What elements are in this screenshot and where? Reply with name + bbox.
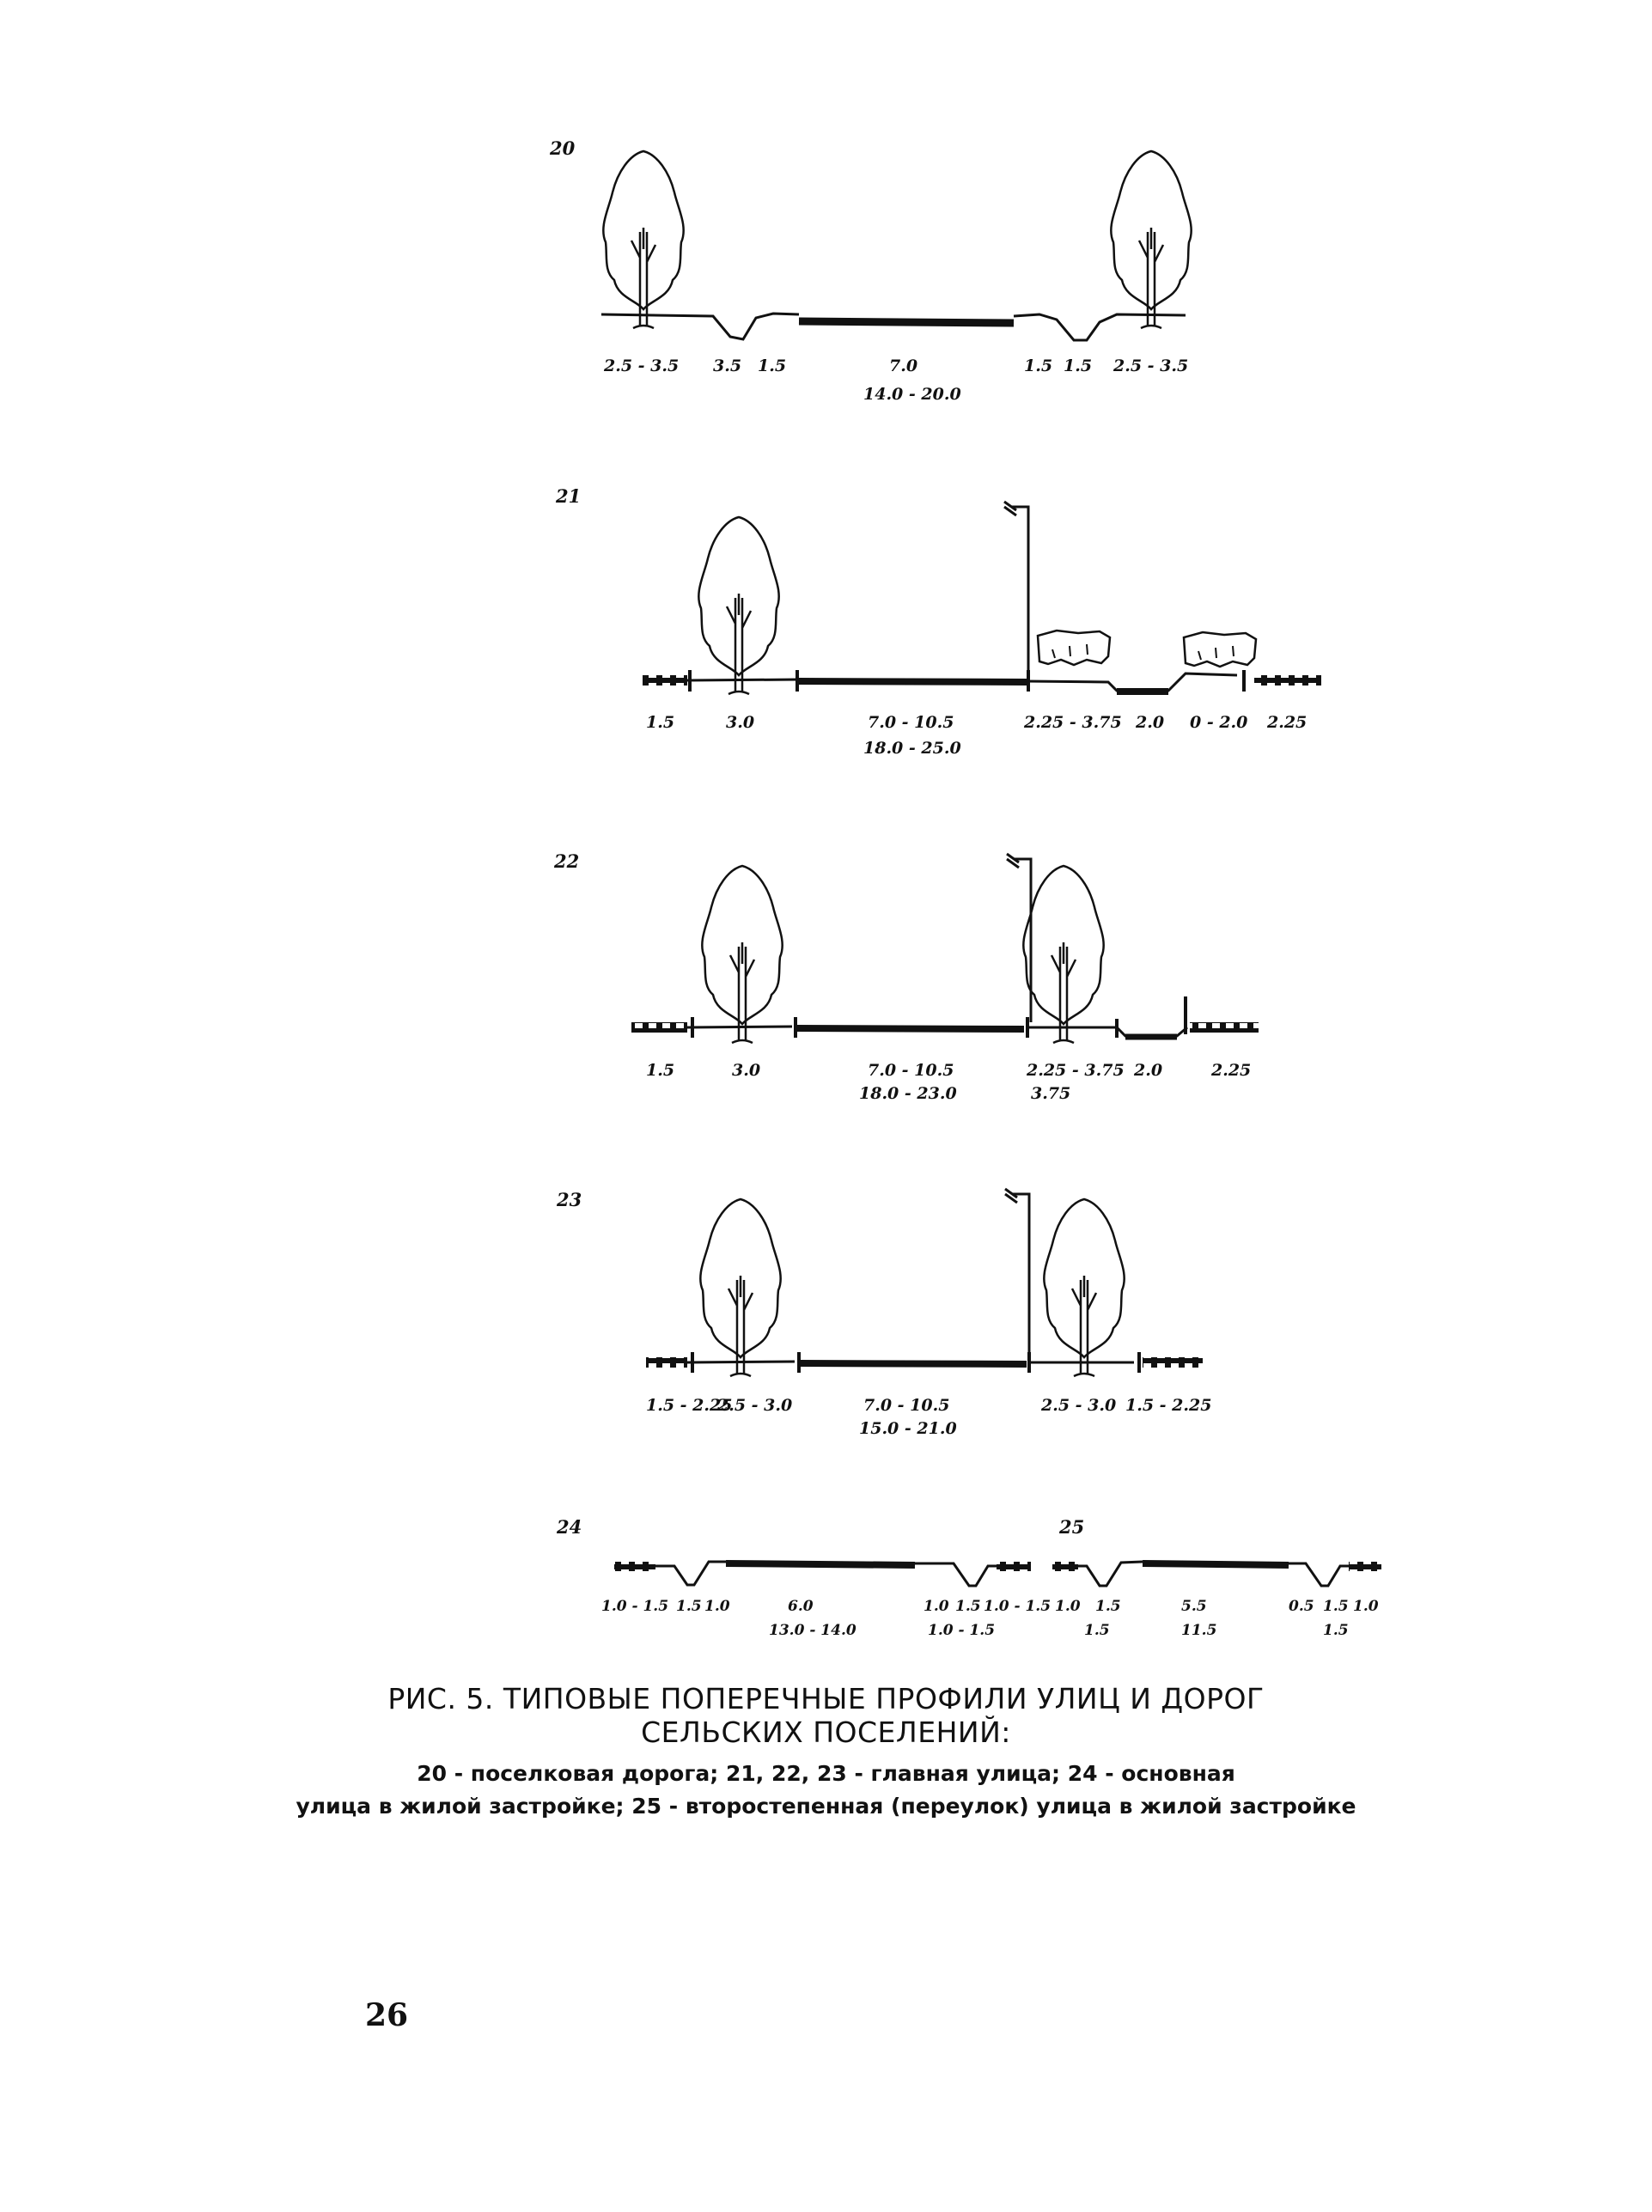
dimension-label: 1.5 (1323, 1598, 1349, 1615)
dimension-label: 1.5 (646, 713, 675, 732)
dimension-label: 1.0 (1055, 1598, 1081, 1615)
dimension-label: 2.5 - 3.0 (1041, 1396, 1117, 1415)
dimension-label: 2.25 (1267, 713, 1308, 732)
dimension-label: 1.5 (1095, 1598, 1121, 1615)
dimension-total: 18.0 - 25.0 (863, 739, 961, 758)
profile-number: 24 (557, 1516, 582, 1538)
dimension-label: 2.5 - 3.5 (604, 356, 680, 375)
dimension-total: 13.0 - 14.0 (769, 1622, 856, 1639)
dimension-label: 6.0 (788, 1598, 814, 1615)
dimension-label: 1.5 (955, 1598, 981, 1615)
dimension-label: 2.25 - 3.75 (1027, 1061, 1125, 1080)
dimension-label: 2.0 (1134, 1061, 1163, 1080)
dimension-label: 1.5 - 2.25 (1125, 1396, 1212, 1415)
profile-number: 20 (550, 137, 576, 159)
dimension-label: 2.5 - 3.5 (1113, 356, 1189, 375)
dimension-total: 14.0 - 20.0 (863, 385, 961, 404)
dimension-total: 15.0 - 21.0 (859, 1419, 957, 1438)
figure-caption-legend-line: улица в жилой застройке; 25 - второстепенная (переулок) улица в жилой застройке (296, 1794, 1356, 1819)
dimension-label: 1.5 (758, 356, 787, 375)
dimension-label: 2.0 (1136, 713, 1165, 732)
dimension-label: 7.0 (889, 356, 918, 375)
profile-20-drawing (601, 151, 1192, 340)
dimension-label: 1.5 (676, 1598, 702, 1615)
dimension-label: 5.5 (1181, 1598, 1207, 1615)
dimension-label: 1.5 - 2.25 (646, 1396, 733, 1415)
profile-number: 23 (557, 1189, 582, 1210)
page-number: 26 (365, 1997, 409, 2033)
profile-number: 25 (1059, 1516, 1085, 1538)
profile-23-drawing (646, 1189, 1203, 1376)
figure-caption-subtitle: СЕЛЬСКИХ ПОСЕЛЕНИЙ: (641, 1715, 1011, 1749)
dimension-label: 1.0 (924, 1598, 949, 1615)
dimension-label: 1.5 (1064, 356, 1093, 375)
dimension-label: 3.5 (713, 356, 742, 375)
profile-21-drawing (643, 502, 1321, 694)
dimension-total: 18.0 - 23.0 (859, 1084, 957, 1103)
dimension-label: 1.0 - 1.5 (984, 1598, 1052, 1615)
dimension-label: 7.0 - 10.5 (868, 713, 954, 732)
profile-25-drawing (1052, 1562, 1381, 1586)
dimension-total: 11.5 (1181, 1622, 1217, 1639)
figure-caption-legend-line: 20 - поселковая дорога; 21, 22, 23 - главная улица; 24 - основная (417, 1761, 1235, 1786)
dimension-label: 3.0 (726, 713, 755, 732)
dimension-label: 3.75 (1031, 1084, 1071, 1103)
dimension-label: 1.0 - 1.5 (601, 1598, 669, 1615)
dimension-label: 1.5 (1323, 1622, 1349, 1639)
dimension-label: 7.0 - 10.5 (868, 1061, 954, 1080)
dimension-label: 2.25 - 3.75 (1024, 713, 1122, 732)
dimension-label: 0.5 (1289, 1598, 1314, 1615)
dimension-label: 1.0 (1353, 1598, 1379, 1615)
profile-24-drawing (614, 1562, 1031, 1586)
dimension-label: 1.5 (646, 1061, 675, 1080)
dimension-label: 2.5 - 3.0 (717, 1396, 793, 1415)
dimension-label: 0 - 2.0 (1190, 713, 1248, 732)
profile-22-drawing (631, 854, 1259, 1043)
dimension-label: 7.0 - 10.5 (863, 1396, 950, 1415)
dimension-label: 1.0 - 1.5 (928, 1622, 996, 1639)
dimension-label: 2.25 (1211, 1061, 1252, 1080)
dimension-label: 1.5 (1024, 356, 1053, 375)
dimension-label: 1.0 (704, 1598, 730, 1615)
dimension-label: 1.5 (1084, 1622, 1110, 1639)
profile-number: 22 (554, 850, 580, 872)
profile-number: 21 (556, 485, 582, 507)
dimension-label: 3.0 (732, 1061, 761, 1080)
figure-caption-title: РИС. 5. ТИПОВЫЕ ПОПЕРЕЧНЫЕ ПРОФИЛИ УЛИЦ И ДОРОГ (387, 1682, 1265, 1715)
